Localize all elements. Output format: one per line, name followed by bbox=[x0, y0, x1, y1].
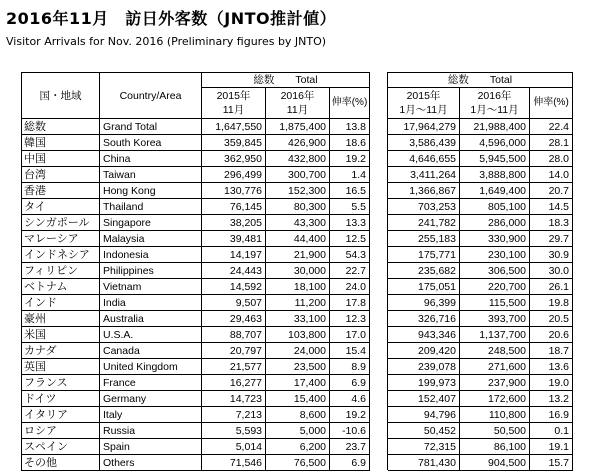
country-en: China bbox=[100, 151, 202, 167]
country-en: Taiwan bbox=[100, 167, 202, 183]
nov-2016-value: 426,900 bbox=[266, 135, 330, 151]
nov-2015-value: 296,499 bbox=[202, 167, 266, 183]
ytd-2015-value: 152,407 bbox=[388, 391, 460, 407]
country-ja: インドネシア bbox=[22, 247, 100, 263]
column-gap bbox=[370, 151, 388, 167]
column-gap bbox=[370, 327, 388, 343]
nov-growth-rate: 5.5 bbox=[330, 199, 370, 215]
ytd-2016-value: 237,900 bbox=[460, 375, 530, 391]
nov-growth-rate: 22.7 bbox=[330, 263, 370, 279]
country-en: Philippines bbox=[100, 263, 202, 279]
country-ja: タイ bbox=[22, 199, 100, 215]
column-gap bbox=[370, 455, 388, 471]
nov-growth-rate: 23.7 bbox=[330, 439, 370, 455]
column-gap bbox=[370, 231, 388, 247]
nov-2016-value: 11,200 bbox=[266, 295, 330, 311]
column-gap bbox=[370, 375, 388, 391]
column-gap bbox=[370, 73, 388, 119]
nov-2016-value: 18,100 bbox=[266, 279, 330, 295]
ytd-2015-value: 175,771 bbox=[388, 247, 460, 263]
ytd-2015-value: 239,078 bbox=[388, 359, 460, 375]
nov-2016-value: 15,400 bbox=[266, 391, 330, 407]
ytd-growth-rate: 15.7 bbox=[530, 455, 573, 471]
page-title: 2016年11月 訪日外客数（JNTO推計値） bbox=[6, 9, 337, 28]
nov-growth-rate: 16.5 bbox=[330, 183, 370, 199]
nov-2016-value: 1,875,400 bbox=[266, 119, 330, 135]
nov-2015-value: 29,463 bbox=[202, 311, 266, 327]
column-gap bbox=[370, 391, 388, 407]
ytd-growth-rate: 29.7 bbox=[530, 231, 573, 247]
ytd-2016-value: 271,600 bbox=[460, 359, 530, 375]
ytd-2016-value: 5,945,500 bbox=[460, 151, 530, 167]
table-row bbox=[22, 167, 573, 183]
column-gap bbox=[370, 295, 388, 311]
ytd-2015-value: 209,420 bbox=[388, 343, 460, 359]
nov-growth-rate: 19.2 bbox=[330, 407, 370, 423]
header-2016-nov bbox=[266, 88, 330, 119]
nov-2015-value: 14,592 bbox=[202, 279, 266, 295]
table-row bbox=[22, 151, 573, 167]
ytd-2016-value: 4,596,000 bbox=[460, 135, 530, 151]
nov-2015-value: 1,647,550 bbox=[202, 119, 266, 135]
nov-growth-rate: 1.4 bbox=[330, 167, 370, 183]
ytd-2016-value: 172,600 bbox=[460, 391, 530, 407]
table-row bbox=[22, 295, 573, 311]
ytd-growth-rate: 13.6 bbox=[530, 359, 573, 375]
ytd-2016-value: 115,500 bbox=[460, 295, 530, 311]
nov-2016-value: 432,800 bbox=[266, 151, 330, 167]
ytd-growth-rate: 28.1 bbox=[530, 135, 573, 151]
nov-2016-value: 33,100 bbox=[266, 311, 330, 327]
nov-growth-rate: 6.9 bbox=[330, 455, 370, 471]
ytd-growth-rate: 16.9 bbox=[530, 407, 573, 423]
ytd-2015-value: 96,399 bbox=[388, 295, 460, 311]
nov-2016-value: 6,200 bbox=[266, 439, 330, 455]
nov-2016-value: 44,400 bbox=[266, 231, 330, 247]
country-en: South Korea bbox=[100, 135, 202, 151]
nov-2016-value: 21,900 bbox=[266, 247, 330, 263]
table-row bbox=[22, 359, 573, 375]
nov-2015-value: 21,577 bbox=[202, 359, 266, 375]
ytd-2015-value: 199,973 bbox=[388, 375, 460, 391]
ytd-2016-value: 330,900 bbox=[460, 231, 530, 247]
column-gap bbox=[370, 215, 388, 231]
ytd-growth-rate: 20.5 bbox=[530, 311, 573, 327]
ytd-2015-value: 3,586,439 bbox=[388, 135, 460, 151]
country-ja: インド bbox=[22, 295, 100, 311]
nov-2015-value: 20,797 bbox=[202, 343, 266, 359]
ytd-growth-rate: 28.0 bbox=[530, 151, 573, 167]
column-gap bbox=[370, 247, 388, 263]
table-row bbox=[22, 183, 573, 199]
nov-growth-rate: 12.3 bbox=[330, 311, 370, 327]
nov-growth-rate: 17.0 bbox=[330, 327, 370, 343]
column-gap bbox=[370, 263, 388, 279]
nov-2015-value: 88,707 bbox=[202, 327, 266, 343]
country-ja: 英国 bbox=[22, 359, 100, 375]
country-ja: その他 bbox=[22, 455, 100, 471]
country-en: Italy bbox=[100, 407, 202, 423]
header-group-month: 総数 Total bbox=[202, 73, 370, 88]
ytd-2016-value: 230,100 bbox=[460, 247, 530, 263]
country-ja: ドイツ bbox=[22, 391, 100, 407]
ytd-2015-value: 235,682 bbox=[388, 263, 460, 279]
column-gap bbox=[370, 359, 388, 375]
table-row bbox=[22, 423, 573, 439]
page-subtitle: Visitor Arrivals for Nov. 2016 (Preliminary figures by JNTO) bbox=[6, 35, 327, 48]
ytd-2016-value: 50,500 bbox=[460, 423, 530, 439]
column-gap bbox=[370, 135, 388, 151]
ytd-growth-rate: 19.8 bbox=[530, 295, 573, 311]
country-ja: 香港 bbox=[22, 183, 100, 199]
header-2015-ytd bbox=[388, 88, 460, 119]
header-country-en: Country/Area bbox=[100, 73, 202, 119]
nov-growth-rate: 13.8 bbox=[330, 119, 370, 135]
table-row bbox=[22, 215, 573, 231]
nov-2015-value: 359,845 bbox=[202, 135, 266, 151]
table-row bbox=[22, 279, 573, 295]
country-ja: 韓国 bbox=[22, 135, 100, 151]
country-en: Malaysia bbox=[100, 231, 202, 247]
ytd-growth-rate: 0.1 bbox=[530, 423, 573, 439]
nov-2015-value: 130,776 bbox=[202, 183, 266, 199]
country-en: Indonesia bbox=[100, 247, 202, 263]
header-2015-nov bbox=[202, 88, 266, 119]
country-en: Australia bbox=[100, 311, 202, 327]
table-row bbox=[22, 327, 573, 343]
header-group-ytd: 総数 Total bbox=[388, 73, 573, 88]
nov-growth-rate: 15.4 bbox=[330, 343, 370, 359]
nov-2015-value: 14,723 bbox=[202, 391, 266, 407]
column-gap bbox=[370, 439, 388, 455]
table-row bbox=[22, 343, 573, 359]
ytd-2016-value: 1,649,400 bbox=[460, 183, 530, 199]
column-gap bbox=[370, 343, 388, 359]
nov-2016-value: 103,800 bbox=[266, 327, 330, 343]
ytd-2015-value: 255,183 bbox=[388, 231, 460, 247]
ytd-2016-value: 110,800 bbox=[460, 407, 530, 423]
country-ja: 豪州 bbox=[22, 311, 100, 327]
column-gap bbox=[370, 407, 388, 423]
ytd-2016-value: 1,137,700 bbox=[460, 327, 530, 343]
nov-2015-value: 7,213 bbox=[202, 407, 266, 423]
nov-2015-value: 5,014 bbox=[202, 439, 266, 455]
ytd-2015-value: 3,411,264 bbox=[388, 167, 460, 183]
ytd-2016-value: 248,500 bbox=[460, 343, 530, 359]
country-en: U.S.A. bbox=[100, 327, 202, 343]
nov-2015-value: 14,197 bbox=[202, 247, 266, 263]
header-country-ja: 国・地域 bbox=[22, 73, 100, 119]
country-en: Hong Kong bbox=[100, 183, 202, 199]
ytd-2016-value: 86,100 bbox=[460, 439, 530, 455]
country-ja: シンガポール bbox=[22, 215, 100, 231]
ytd-2015-value: 781,430 bbox=[388, 455, 460, 471]
country-ja: 中国 bbox=[22, 151, 100, 167]
nov-growth-rate: 4.6 bbox=[330, 391, 370, 407]
nov-2015-value: 76,145 bbox=[202, 199, 266, 215]
country-en: France bbox=[100, 375, 202, 391]
header-growth-month: 伸率(%) bbox=[330, 88, 370, 119]
country-ja: ベトナム bbox=[22, 279, 100, 295]
ytd-growth-rate: 26.1 bbox=[530, 279, 573, 295]
country-en: United Kingdom bbox=[100, 359, 202, 375]
column-gap bbox=[370, 119, 388, 135]
country-ja: カナダ bbox=[22, 343, 100, 359]
column-gap bbox=[370, 167, 388, 183]
country-en: Russia bbox=[100, 423, 202, 439]
ytd-2015-value: 175,051 bbox=[388, 279, 460, 295]
nov-2016-value: 17,400 bbox=[266, 375, 330, 391]
country-ja: 米国 bbox=[22, 327, 100, 343]
ytd-growth-rate: 30.9 bbox=[530, 247, 573, 263]
ytd-growth-rate: 14.5 bbox=[530, 199, 573, 215]
ytd-2015-value: 326,716 bbox=[388, 311, 460, 327]
nov-2016-value: 24,000 bbox=[266, 343, 330, 359]
country-ja: フランス bbox=[22, 375, 100, 391]
country-en: Thailand bbox=[100, 199, 202, 215]
header-growth-ytd: 伸率(%) bbox=[530, 88, 573, 119]
nov-2015-value: 16,277 bbox=[202, 375, 266, 391]
nov-2016-value: 23,500 bbox=[266, 359, 330, 375]
nov-2015-value: 71,546 bbox=[202, 455, 266, 471]
country-ja: フィリピン bbox=[22, 263, 100, 279]
ytd-2016-value: 393,700 bbox=[460, 311, 530, 327]
nov-2015-value: 5,593 bbox=[202, 423, 266, 439]
ytd-growth-rate: 22.4 bbox=[530, 119, 573, 135]
table-row bbox=[22, 439, 573, 455]
nov-2015-value: 38,205 bbox=[202, 215, 266, 231]
ytd-2015-value: 4,646,655 bbox=[388, 151, 460, 167]
table-row bbox=[22, 375, 573, 391]
header-2016-ytd-label: 2016年 1月～11月 bbox=[470, 90, 519, 116]
table-row bbox=[22, 311, 573, 327]
ytd-2015-value: 94,796 bbox=[388, 407, 460, 423]
country-en: Others bbox=[100, 455, 202, 471]
nov-2016-value: 5,000 bbox=[266, 423, 330, 439]
nov-2016-value: 8,600 bbox=[266, 407, 330, 423]
table-row bbox=[22, 263, 573, 279]
nov-2016-value: 43,300 bbox=[266, 215, 330, 231]
header-2016-nov-label: 2016年 11月 bbox=[280, 90, 315, 116]
nov-2016-value: 76,500 bbox=[266, 455, 330, 471]
country-en: Grand Total bbox=[100, 119, 202, 135]
nov-growth-rate: 13.3 bbox=[330, 215, 370, 231]
nov-growth-rate: 8.9 bbox=[330, 359, 370, 375]
country-ja: イタリア bbox=[22, 407, 100, 423]
country-ja: 台湾 bbox=[22, 167, 100, 183]
ytd-growth-rate: 18.3 bbox=[530, 215, 573, 231]
column-gap bbox=[370, 199, 388, 215]
ytd-2016-value: 805,100 bbox=[460, 199, 530, 215]
column-gap bbox=[370, 423, 388, 439]
nov-2016-value: 30,000 bbox=[266, 263, 330, 279]
ytd-growth-rate: 19.0 bbox=[530, 375, 573, 391]
ytd-2016-value: 286,000 bbox=[460, 215, 530, 231]
table-row bbox=[22, 119, 573, 135]
ytd-growth-rate: 30.0 bbox=[530, 263, 573, 279]
ytd-growth-rate: 14.0 bbox=[530, 167, 573, 183]
ytd-2016-value: 306,500 bbox=[460, 263, 530, 279]
country-en: Canada bbox=[100, 343, 202, 359]
nov-growth-rate: 54.3 bbox=[330, 247, 370, 263]
ytd-2015-value: 943,346 bbox=[388, 327, 460, 343]
column-gap bbox=[370, 183, 388, 199]
country-en: India bbox=[100, 295, 202, 311]
table-row bbox=[22, 455, 573, 471]
table-row bbox=[22, 247, 573, 263]
column-gap bbox=[370, 311, 388, 327]
nov-2016-value: 152,300 bbox=[266, 183, 330, 199]
table-row bbox=[22, 199, 573, 215]
country-ja: スペイン bbox=[22, 439, 100, 455]
country-en: Vietnam bbox=[100, 279, 202, 295]
country-en: Germany bbox=[100, 391, 202, 407]
header-2015-ytd-label: 2015年 1月～11月 bbox=[399, 90, 448, 116]
ytd-2015-value: 703,253 bbox=[388, 199, 460, 215]
ytd-2016-value: 21,988,400 bbox=[460, 119, 530, 135]
ytd-2016-value: 904,500 bbox=[460, 455, 530, 471]
nov-growth-rate: 24.0 bbox=[330, 279, 370, 295]
nov-2016-value: 300,700 bbox=[266, 167, 330, 183]
ytd-2016-value: 3,888,800 bbox=[460, 167, 530, 183]
ytd-2016-value: 220,700 bbox=[460, 279, 530, 295]
column-gap bbox=[370, 279, 388, 295]
nov-growth-rate: -10.6 bbox=[330, 423, 370, 439]
visitor-arrivals-table bbox=[21, 72, 573, 471]
nov-2015-value: 362,950 bbox=[202, 151, 266, 167]
country-en: Spain bbox=[100, 439, 202, 455]
nov-growth-rate: 12.5 bbox=[330, 231, 370, 247]
nov-2016-value: 80,300 bbox=[266, 199, 330, 215]
ytd-growth-rate: 20.6 bbox=[530, 327, 573, 343]
table-row bbox=[22, 135, 573, 151]
ytd-2015-value: 50,452 bbox=[388, 423, 460, 439]
header-2016-ytd bbox=[460, 88, 530, 119]
nov-growth-rate: 17.8 bbox=[330, 295, 370, 311]
ytd-growth-rate: 13.2 bbox=[530, 391, 573, 407]
nov-2015-value: 24,443 bbox=[202, 263, 266, 279]
country-en: Singapore bbox=[100, 215, 202, 231]
ytd-2015-value: 241,782 bbox=[388, 215, 460, 231]
table-row bbox=[22, 407, 573, 423]
nov-growth-rate: 6.9 bbox=[330, 375, 370, 391]
nov-2015-value: 9,507 bbox=[202, 295, 266, 311]
ytd-growth-rate: 18.7 bbox=[530, 343, 573, 359]
table-row bbox=[22, 391, 573, 407]
table-row bbox=[22, 231, 573, 247]
country-ja: マレーシア bbox=[22, 231, 100, 247]
nov-growth-rate: 19.2 bbox=[330, 151, 370, 167]
ytd-growth-rate: 19.1 bbox=[530, 439, 573, 455]
ytd-2015-value: 17,964,279 bbox=[388, 119, 460, 135]
nov-growth-rate: 18.6 bbox=[330, 135, 370, 151]
country-ja: ロシア bbox=[22, 423, 100, 439]
ytd-growth-rate: 20.7 bbox=[530, 183, 573, 199]
ytd-2015-value: 1,366,867 bbox=[388, 183, 460, 199]
country-ja: 総数 bbox=[22, 119, 100, 135]
ytd-2015-value: 72,315 bbox=[388, 439, 460, 455]
header-2015-nov-label: 2015年 11月 bbox=[216, 90, 251, 116]
nov-2015-value: 39,481 bbox=[202, 231, 266, 247]
